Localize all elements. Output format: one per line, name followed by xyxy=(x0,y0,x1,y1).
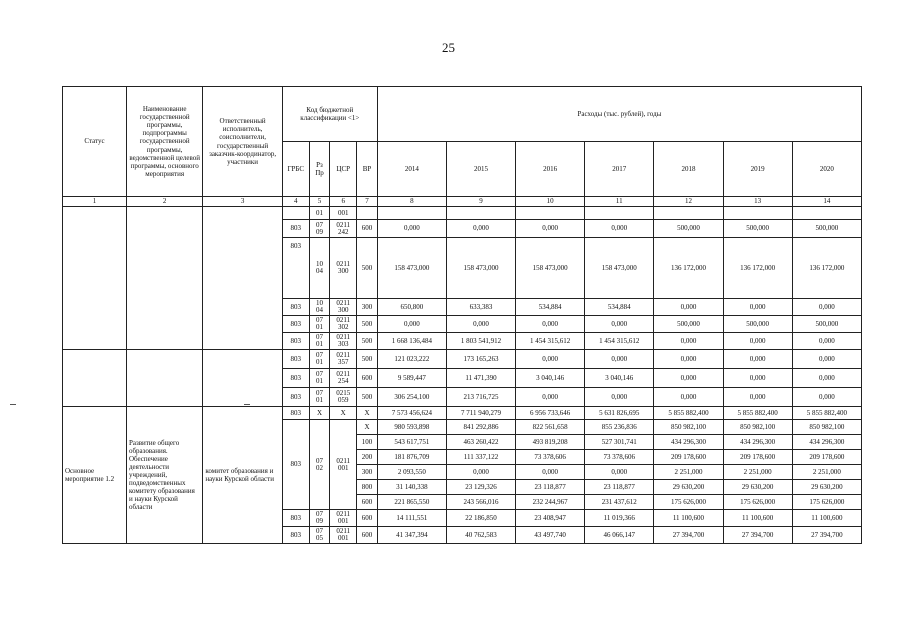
vr-cell: 100 xyxy=(357,435,378,450)
value-cell: 0,000 xyxy=(654,299,723,316)
grbs-cell: 803 xyxy=(282,350,309,369)
rzpr-cell: 07 01 xyxy=(309,333,330,350)
value-cell: 0,000 xyxy=(792,333,861,350)
value-cell xyxy=(516,207,585,220)
budget-table xyxy=(62,86,862,544)
vr-cell: 300 xyxy=(357,465,378,480)
value-cell: 2 251,000 xyxy=(723,465,792,480)
value-cell: 23 129,326 xyxy=(446,480,515,495)
value-cell: 5 631 826,695 xyxy=(585,407,654,420)
value-cell: 850 982,100 xyxy=(654,420,723,435)
value-cell: 29 630,200 xyxy=(792,480,861,495)
name-cell xyxy=(126,207,202,350)
column-number: 7 xyxy=(357,197,378,207)
value-cell: 43 497,740 xyxy=(516,527,585,544)
value-cell: 73 378,606 xyxy=(585,450,654,465)
value-cell: 46 066,147 xyxy=(585,527,654,544)
vr-cell: 600 xyxy=(357,220,378,238)
value-cell: 175 626,000 xyxy=(654,495,723,510)
header-name: Наименование государственной программы, подпрограммы государственной программы, ведомственной целевой программы, основного мероприятия xyxy=(126,87,202,197)
value-cell: 0,000 xyxy=(516,220,585,238)
vr-cell: 500 xyxy=(357,238,378,299)
header-year: 2017 xyxy=(585,142,654,197)
value-cell: 500,000 xyxy=(792,220,861,238)
grbs-cell: 803 xyxy=(282,238,309,299)
value-cell: 9 589,447 xyxy=(377,369,446,388)
header-expense-title: Расходы (тыс. рублей), годы xyxy=(377,87,861,142)
value-cell: 5 855 882,400 xyxy=(654,407,723,420)
grbs-cell: 803 xyxy=(282,510,309,527)
value-cell: 855 236,836 xyxy=(585,420,654,435)
value-cell: 0,000 xyxy=(585,465,654,480)
rzpr-cell: 07 01 xyxy=(309,369,330,388)
value-cell: 3 040,146 xyxy=(516,369,585,388)
value-cell: 158 473,000 xyxy=(585,238,654,299)
value-cell: 500,000 xyxy=(654,316,723,333)
value-cell: 434 296,300 xyxy=(723,435,792,450)
executor-cell xyxy=(203,350,282,407)
vr-cell: 300 xyxy=(357,299,378,316)
value-cell: 209 178,600 xyxy=(654,450,723,465)
vr-cell: 500 xyxy=(357,388,378,407)
value-cell: 158 473,000 xyxy=(446,238,515,299)
vr-cell: X xyxy=(357,407,378,420)
value-cell: 0,000 xyxy=(516,465,585,480)
column-number: 1 xyxy=(63,197,127,207)
header-code-title: Код бюджетной классификации <1> xyxy=(282,87,377,142)
value-cell: 463 260,422 xyxy=(446,435,515,450)
vr-cell: 600 xyxy=(357,369,378,388)
grbs-cell: 803 xyxy=(282,420,309,510)
column-number-row xyxy=(63,197,862,207)
value-cell: 500,000 xyxy=(792,316,861,333)
csr-cell: 0211 254 xyxy=(330,369,357,388)
value-cell: 111 337,122 xyxy=(446,450,515,465)
value-cell: 0,000 xyxy=(446,316,515,333)
grbs-cell: 803 xyxy=(282,407,309,420)
value-cell: 73 378,606 xyxy=(516,450,585,465)
value-cell: 243 566,016 xyxy=(446,495,515,510)
page-number: 25 xyxy=(442,40,455,55)
value-cell: 0,000 xyxy=(516,388,585,407)
value-cell: 173 165,263 xyxy=(446,350,515,369)
column-number: 6 xyxy=(330,197,357,207)
value-cell: 7 711 940,279 xyxy=(446,407,515,420)
executor-cell xyxy=(203,207,282,350)
rzpr-cell: X xyxy=(309,407,330,420)
value-cell: 27 394,700 xyxy=(654,527,723,544)
column-number: 8 xyxy=(377,197,446,207)
header-csr: ЦСР xyxy=(330,142,357,197)
table-row xyxy=(63,350,862,369)
header-grbs: ГРБС xyxy=(282,142,309,197)
rzpr-cell: 07 01 xyxy=(309,316,330,333)
value-cell: 0,000 xyxy=(377,220,446,238)
value-cell: 29 630,200 xyxy=(723,480,792,495)
value-cell: 175 626,000 xyxy=(792,495,861,510)
value-cell: 0,000 xyxy=(585,388,654,407)
value-cell xyxy=(792,207,861,220)
value-cell: 0,000 xyxy=(585,350,654,369)
status-cell xyxy=(63,350,127,407)
value-cell: 5 855 882,400 xyxy=(723,407,792,420)
grbs-cell: 803 xyxy=(282,369,309,388)
vr-cell: 200 xyxy=(357,450,378,465)
grbs-cell: 803 xyxy=(282,527,309,544)
column-number: 2 xyxy=(126,197,202,207)
value-cell: 11 100,600 xyxy=(723,510,792,527)
vr-cell xyxy=(357,207,378,220)
value-cell: 213 716,725 xyxy=(446,388,515,407)
rzpr-cell: 01 xyxy=(309,207,330,220)
value-cell: 306 254,100 xyxy=(377,388,446,407)
value-cell: 221 865,550 xyxy=(377,495,446,510)
value-cell xyxy=(585,207,654,220)
value-cell: 0,000 xyxy=(446,465,515,480)
header-status: Статус xyxy=(63,87,127,197)
rzpr-cell: 07 02 xyxy=(309,420,330,510)
vr-cell: 500 xyxy=(357,350,378,369)
value-cell: 3 040,146 xyxy=(585,369,654,388)
value-cell: 11 471,390 xyxy=(446,369,515,388)
header-year: 2020 xyxy=(792,142,861,197)
value-cell: 0,000 xyxy=(792,369,861,388)
value-cell: 31 140,338 xyxy=(377,480,446,495)
column-number: 3 xyxy=(203,197,282,207)
value-cell: 2 093,550 xyxy=(377,465,446,480)
rzpr-cell: 10 04 xyxy=(309,238,330,299)
value-cell: 0,000 xyxy=(654,369,723,388)
value-cell: 0,000 xyxy=(792,350,861,369)
csr-cell: 0211 001 xyxy=(330,420,357,510)
value-cell: 158 473,000 xyxy=(516,238,585,299)
rzpr-cell: 07 05 xyxy=(309,527,330,544)
rzpr-cell: 07 01 xyxy=(309,350,330,369)
measure-name: Развитие общего образования. Обеспечение деятельности учреждений, подведомственных комитету образования и науки Курской области xyxy=(126,407,202,544)
header-year: 2014 xyxy=(377,142,446,197)
grbs-cell: 803 xyxy=(282,316,309,333)
value-cell xyxy=(654,207,723,220)
value-cell: 0,000 xyxy=(723,350,792,369)
grbs-cell: 803 xyxy=(282,220,309,238)
value-cell: 0,000 xyxy=(723,299,792,316)
value-cell: 633,383 xyxy=(446,299,515,316)
value-cell: 0,000 xyxy=(516,350,585,369)
name-cell xyxy=(126,350,202,407)
value-cell xyxy=(446,207,515,220)
vr-cell: 500 xyxy=(357,333,378,350)
column-number: 11 xyxy=(585,197,654,207)
value-cell: 0,000 xyxy=(585,316,654,333)
value-cell: 534,884 xyxy=(585,299,654,316)
header-year: 2016 xyxy=(516,142,585,197)
csr-cell: 0211 001 xyxy=(330,510,357,527)
value-cell: 1 668 136,484 xyxy=(377,333,446,350)
value-cell: 0,000 xyxy=(723,333,792,350)
csr-cell: 0211 302 xyxy=(330,316,357,333)
value-cell: 11 100,600 xyxy=(792,510,861,527)
value-cell: 1 803 541,912 xyxy=(446,333,515,350)
value-cell: 527 301,741 xyxy=(585,435,654,450)
value-cell: 0,000 xyxy=(792,299,861,316)
value-cell: 0,000 xyxy=(585,220,654,238)
csr-cell: 0215 059 xyxy=(330,388,357,407)
value-cell: 136 172,000 xyxy=(723,238,792,299)
value-cell: 500,000 xyxy=(723,316,792,333)
value-cell: 434 296,300 xyxy=(654,435,723,450)
grbs-cell xyxy=(282,207,309,220)
value-cell: 822 561,658 xyxy=(516,420,585,435)
column-number: 9 xyxy=(446,197,515,207)
value-cell: 0,000 xyxy=(446,220,515,238)
value-cell: 27 394,700 xyxy=(792,527,861,544)
value-cell: 0,000 xyxy=(654,350,723,369)
value-cell: 0,000 xyxy=(792,388,861,407)
csr-cell: 001 xyxy=(330,207,357,220)
vr-cell: 500 xyxy=(357,316,378,333)
csr-cell: 0211 242 xyxy=(330,220,357,238)
header-year: 2018 xyxy=(654,142,723,197)
column-number: 10 xyxy=(516,197,585,207)
header-executor: Ответственный исполнитель, соисполнители, государственный заказчик-координатор, участники xyxy=(203,87,282,197)
csr-cell: 0211 300 xyxy=(330,238,357,299)
value-cell: 543 617,751 xyxy=(377,435,446,450)
measure-executor: комитет образования и науки Курской области xyxy=(203,407,282,544)
value-cell: 650,800 xyxy=(377,299,446,316)
header-year: 2019 xyxy=(723,142,792,197)
value-cell: 136 172,000 xyxy=(654,238,723,299)
value-cell: 23 408,947 xyxy=(516,510,585,527)
value-cell: 231 437,612 xyxy=(585,495,654,510)
value-cell: 6 956 733,646 xyxy=(516,407,585,420)
table-row xyxy=(63,407,862,420)
value-cell: 500,000 xyxy=(654,220,723,238)
csr-cell: 0211 300 xyxy=(330,299,357,316)
scan-mark xyxy=(244,404,250,405)
value-cell: 121 023,222 xyxy=(377,350,446,369)
column-number: 13 xyxy=(723,197,792,207)
value-cell: 493 819,208 xyxy=(516,435,585,450)
value-cell: 232 244,967 xyxy=(516,495,585,510)
value-cell: 980 593,898 xyxy=(377,420,446,435)
rzpr-cell: 07 09 xyxy=(309,220,330,238)
rzpr-cell: 07 09 xyxy=(309,510,330,527)
column-number: 5 xyxy=(309,197,330,207)
value-cell: 0,000 xyxy=(723,369,792,388)
value-cell: 41 347,394 xyxy=(377,527,446,544)
value-cell xyxy=(723,207,792,220)
vr-cell: 600 xyxy=(357,495,378,510)
value-cell: 850 982,100 xyxy=(792,420,861,435)
value-cell: 5 855 882,400 xyxy=(792,407,861,420)
value-cell: 136 172,000 xyxy=(792,238,861,299)
value-cell: 0,000 xyxy=(377,316,446,333)
rzpr-cell: 10 04 xyxy=(309,299,330,316)
value-cell: 1 454 315,612 xyxy=(585,333,654,350)
table-row xyxy=(63,207,862,220)
value-cell: 40 762,583 xyxy=(446,527,515,544)
value-cell: 0,000 xyxy=(654,388,723,407)
header-vr: ВР xyxy=(357,142,378,197)
value-cell: 158 473,000 xyxy=(377,238,446,299)
vr-cell: 600 xyxy=(357,510,378,527)
vr-cell: X xyxy=(357,420,378,435)
scan-mark xyxy=(10,404,16,405)
csr-cell: X xyxy=(330,407,357,420)
value-cell: 534,884 xyxy=(516,299,585,316)
value-cell: 23 118,877 xyxy=(516,480,585,495)
grbs-cell: 803 xyxy=(282,388,309,407)
grbs-cell: 803 xyxy=(282,333,309,350)
status-cell xyxy=(63,207,127,350)
column-number: 12 xyxy=(654,197,723,207)
value-cell: 11 100,600 xyxy=(654,510,723,527)
value-cell: 209 178,600 xyxy=(792,450,861,465)
value-cell: 181 876,709 xyxy=(377,450,446,465)
value-cell: 209 178,600 xyxy=(723,450,792,465)
value-cell: 2 251,000 xyxy=(654,465,723,480)
value-cell: 29 630,200 xyxy=(654,480,723,495)
header-rzpr: Рз Пр xyxy=(309,142,330,197)
value-cell: 1 454 315,612 xyxy=(516,333,585,350)
grbs-cell: 803 xyxy=(282,299,309,316)
header-year: 2015 xyxy=(446,142,515,197)
value-cell: 841 292,886 xyxy=(446,420,515,435)
value-cell: 2 251,000 xyxy=(792,465,861,480)
value-cell: 22 186,850 xyxy=(446,510,515,527)
value-cell: 434 296,300 xyxy=(792,435,861,450)
rzpr-cell: 07 01 xyxy=(309,388,330,407)
value-cell: 0,000 xyxy=(516,316,585,333)
value-cell xyxy=(377,207,446,220)
value-cell: 500,000 xyxy=(723,220,792,238)
measure-status: Основное мероприятие 1.2 xyxy=(63,407,127,544)
value-cell: 11 019,366 xyxy=(585,510,654,527)
column-number: 4 xyxy=(282,197,309,207)
value-cell: 7 573 456,624 xyxy=(377,407,446,420)
csr-cell: 0211 001 xyxy=(330,527,357,544)
value-cell: 14 111,551 xyxy=(377,510,446,527)
value-cell: 850 982,100 xyxy=(723,420,792,435)
value-cell: 23 118,877 xyxy=(585,480,654,495)
csr-cell: 0211 303 xyxy=(330,333,357,350)
column-number: 14 xyxy=(792,197,861,207)
value-cell: 27 394,700 xyxy=(723,527,792,544)
value-cell: 175 626,000 xyxy=(723,495,792,510)
value-cell: 0,000 xyxy=(654,333,723,350)
value-cell: 0,000 xyxy=(723,388,792,407)
vr-cell: 800 xyxy=(357,480,378,495)
vr-cell: 600 xyxy=(357,527,378,544)
csr-cell: 0211 357 xyxy=(330,350,357,369)
